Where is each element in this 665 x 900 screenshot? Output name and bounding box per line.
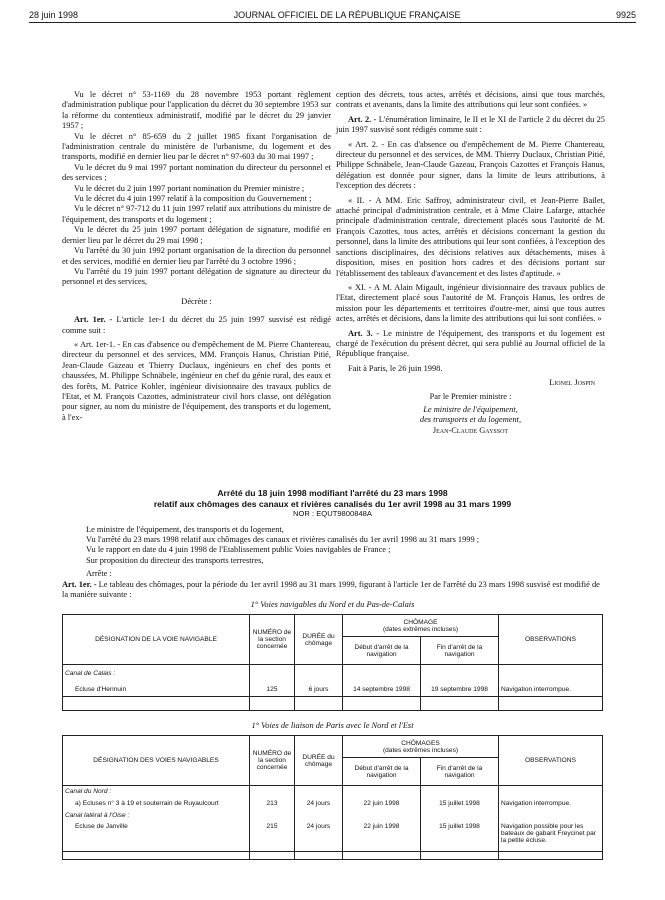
voie-name: Ecluse de Janville [63, 822, 250, 852]
header-dates-note: (dates extrêmes incluses) [382, 625, 459, 633]
article-1-label: Art. 1er. - [74, 315, 113, 325]
minister-title-2: des transports et du logement, [419, 415, 522, 425]
arrete-article-1 [62, 580, 603, 601]
group-label: Canal du Nord : [63, 786, 250, 798]
article-2-quote-ii: « II. - A MM. Eric Saffroy, administrateur civil, et Jean-Pierre Bailet, attaché principal d'administration centrale, et à Mme Claire Lafarge, attachée principale d'administration centrale, directement placés sous l'autorité de M. François Cazottes, tous actes, arrêtés et décisions concernant la gestion du personnel, dans la limite des attributions qui leur sont confiées, à l'exception des sanctions disciplinaires, des décisions relatives aux détachements, mises à disposition, mises en position hors cadres et des décisions portant sur l'établissement des tableaux d'avancement et des listes d'aptitude. » [336, 195, 605, 278]
decrete-label: Décrète : [181, 296, 212, 306]
article-2-label: Art. 2. - [348, 114, 377, 124]
article-2-quote: « Art. 2. - En cas d'absence ou d'empêchement de M. Pierre Chantereau, directeur du personnel et des services, de MM. Thierry Duclaux, Christian Pitié, Philippe Schnäbele, Jean-Claude Gazeau, François Cazottes et François Hanus, délégation est donnée pour signer, dans la limite de leurs attributions, à l'exception des décrets : [336, 139, 605, 191]
right-column [336, 90, 605, 436]
start-date: 22 juin 1998 [343, 798, 421, 810]
table-row [63, 665, 603, 683]
article-3-label: Art. 3. - [348, 328, 380, 338]
visa: Vu le décret du 25 juin 1997 portant délégation de signature, modifié en dernier lieu par le décret du 29 mai 1998 ; [62, 225, 331, 245]
visa: Vu le décret n° 53-1169 du 28 novembre 1953 portant règlement d'administration publique pour l'application du décret du 30 septembre 1953 sur la réforme du contentieux administratif, modifié par le décret du 29 janvier 1957 ; [62, 90, 331, 131]
table-row [63, 798, 603, 810]
signature-place-date: Fait à Paris, le 26 juin 1998. [348, 363, 443, 373]
duration: 6 jours [295, 683, 343, 697]
by-prime-minister: Par le Premier ministre : [429, 391, 512, 401]
header-duree: DURÉE du chômage [295, 615, 343, 665]
arrete-title-line-2: relatif aux chômages des canaux et rivières canalisés du 1er avril 1998 au 31 mars 1999 [153, 498, 512, 509]
visa: Vu le décret n° 85-659 du 2 juillet 1985 fixant l'organisation de l'administration centrale du ministère de l'urbanisme, du logement et des transports, modifié en dernier lieu par le décret n° 97-603 du 30 mai 1997 ; [62, 131, 331, 162]
observation: Navigation possible pour les bateaux de gabarit Freycinet par la petite écluse. [499, 822, 603, 852]
header-numero: NUMÉRO de la section concernée [250, 736, 295, 786]
voie-name: a) Ecluses n° 3 à 19 et souterrain de Ruyaulcourt [63, 798, 250, 810]
header-fin: Fin d'arrêt de la navigation [421, 758, 499, 786]
voie-name: Ecluse d'Hennuin [63, 683, 250, 697]
table-row [63, 822, 603, 852]
table-row [63, 786, 603, 798]
header-page-number: 9925 [615, 10, 636, 20]
table-2 [62, 735, 603, 860]
signatory-prime-minister: Lionel Jospin [549, 378, 595, 388]
group-label: Canal latéral à l'Oise : [63, 810, 250, 822]
visa: Vu l'arrêté du 19 juin 1997 portant délégation de signature au directeur du personnel et des services, [62, 266, 331, 287]
left-column [62, 90, 331, 423]
signatory-minister: Jean-Claude Gayssot [432, 425, 509, 435]
section-number: 213 [250, 798, 295, 810]
header-debut: Début d'arrêt de la navigation [343, 758, 421, 786]
article-1-text: L'article 1er-1 du décret du 25 juin 1997 susvisé est rédigé comme suit : [62, 315, 331, 335]
article-1-quote: « Art. 1er-1. - En cas d'absence ou d'empêchement de M. Pierre Chantereau, directeur du personnel et des services, MM. François Hanus, Christian Pitié, Jean-Claude Gazeau et Thierry Duclaux, ingénieurs en chef des ponts et chaussées, M. Philippe Schnäbele, ingénieur en chef du génie rural, des eaux et des forêts, M. Patrice Kohler, ingénieur divisionnaire des travaux publics de l'Etat, et M. François Cazottes, administrateur civil hors classe, ont délégation pour signer, au nom du ministre de l'équipement, des transports et du logement, à l'ex- [62, 339, 331, 422]
visa: Vu le décret du 4 juin 1997 relatif à la composition du Gouvernement ; [74, 194, 312, 204]
header-rule [29, 22, 636, 23]
header-fin: Fin d'arrêt de la navigation [421, 637, 499, 665]
arrete-line: Sur proposition du directeur des transports terrestres, [86, 555, 264, 565]
duration: 24 jours [295, 822, 343, 852]
table-2-caption: 1° Voies de liaison de Paris avec le Nord et l'Est [251, 721, 414, 730]
header-date: 28 juin 1998 [29, 10, 79, 20]
end-date: 15 juillet 1998 [421, 822, 499, 852]
observation: Navigation interrompue. [499, 798, 603, 810]
arrete-article-1-label: Art. 1er. - [62, 579, 97, 589]
arrete-article-1-text: Le tableau des chômages, pour la période du 1er avril 1998 au 31 mars 1999, figurant à l'article 1er de l'arrêté du 23 mars 1998 susvisé est modifié de la manière suivante : [62, 579, 600, 600]
end-date: 19 septembre 1998 [421, 683, 499, 697]
header-chomage [343, 615, 499, 637]
arrete-line: Vu le rapport en date du 4 juin 1998 de l'Etablissement public Voies navigables de France ; [86, 545, 391, 555]
table-row [63, 810, 603, 822]
duration: 24 jours [295, 798, 343, 810]
header-observations: OBSERVATIONS [499, 615, 603, 665]
header-numero: NUMÉRO de la section concernée [250, 615, 295, 665]
table-1-caption: 1° Voies navigables du Nord et du Pas-de-Calais [250, 600, 415, 609]
header-voie: DÉSIGNATION DES VOIES NAVIGABLES [63, 736, 250, 786]
page-header [29, 8, 636, 22]
arrete-line: Vu l'arrêté du 23 mars 1998 relatif aux chômages des canaux et rivières canalisés du 1er avril 1998 au 31 mars 1999 ; [86, 535, 480, 544]
header-title: JOURNAL OFFICIEL DE LA RÉPUBLIQUE FRANÇAISE [233, 10, 461, 20]
article-2 [336, 115, 605, 136]
nor-reference: NOR : EQUT9800848A [293, 509, 372, 519]
arrete-line: Le ministre de l'équipement, des transports et du logement, [86, 524, 284, 534]
section-number: 215 [250, 822, 295, 852]
header-debut: Début d'arrêt de la navigation [343, 637, 421, 665]
article-2-text: L'énumération liminaire, le II et le XI de l'article 2 du décret du 25 juin 1997 susvisé sont rédigés comme suit : [336, 114, 605, 135]
header-duree: DURÉE du chômage [295, 736, 343, 786]
table-1 [62, 614, 603, 711]
article-3-text: Le ministre de l'équipement, des transports et du logement est chargé de l'exécution du présent décret, qui sera publié au Journal officiel de la République française. [336, 328, 605, 359]
visa: Vu le décret du 2 juin 1997 portant nomination du Premier ministre ; [74, 183, 305, 193]
header-chomages-label: CHÔMAGES [401, 739, 440, 747]
header-observations: OBSERVATIONS [499, 736, 603, 786]
start-date: 14 septembre 1998 [343, 683, 421, 697]
header-dates-note: (dates extrêmes incluses) [382, 746, 459, 754]
end-date: 15 juillet 1998 [421, 798, 499, 810]
header-voie: DÉSIGNATION DE LA VOIE NAVIGABLE [63, 615, 250, 665]
quote-continuation: ception des décrets, tous actes, arrêtés et décisions, ainsi que tous marchés, contrats et avenants, dans la limite des attributions qui leur sont confiées. » [336, 90, 605, 110]
visa: Vu l'arrêté du 30 juin 1992 portant organisation de la direction du personnel et des services, modifié en dernier lieu par l'arrêté du 3 octobre 1996 ; [62, 246, 331, 266]
header-chomage-label: CHÔMAGE [403, 618, 438, 626]
article-1 [62, 315, 331, 336]
start-date: 22 juin 1998 [343, 822, 421, 852]
article-2-quote-xi: « XI. - A M. Alain Migault, ingénieur divisionnaire des travaux publics de l'Etat, directement placé sous l'autorité de M. François Hanus, les ordres de mission pour les départements et territoires d'outre-mer, ainsi que tous autres actes, arrêtés et décisions, dans la limite des attributions qui lui sont confiées. » [336, 282, 605, 324]
group-label: Canal de Calais : [63, 665, 250, 683]
arrete-title-line-1: Arrêté du 18 juin 1998 modifiant l'arrêté du 23 mars 1998 [217, 488, 448, 498]
arrete-section [62, 488, 603, 600]
visa: Vu le décret du 9 mai 1997 portant nomination du directeur du personnel et des services ; [62, 162, 331, 183]
article-3 [336, 329, 605, 360]
section-number: 125 [250, 683, 295, 697]
table-row [63, 683, 603, 697]
minister-title-1: Le ministre de l'équipement, [423, 404, 518, 414]
arrete-label: Arrête : [86, 569, 112, 579]
header-chomages [343, 736, 499, 758]
observation: Navigation interrompue. [499, 683, 603, 697]
visa: Vu le décret n° 97-712 du 11 juin 1997 relatif aux attributions du ministre de l'équipement, des transports et du logement ; [62, 204, 331, 224]
